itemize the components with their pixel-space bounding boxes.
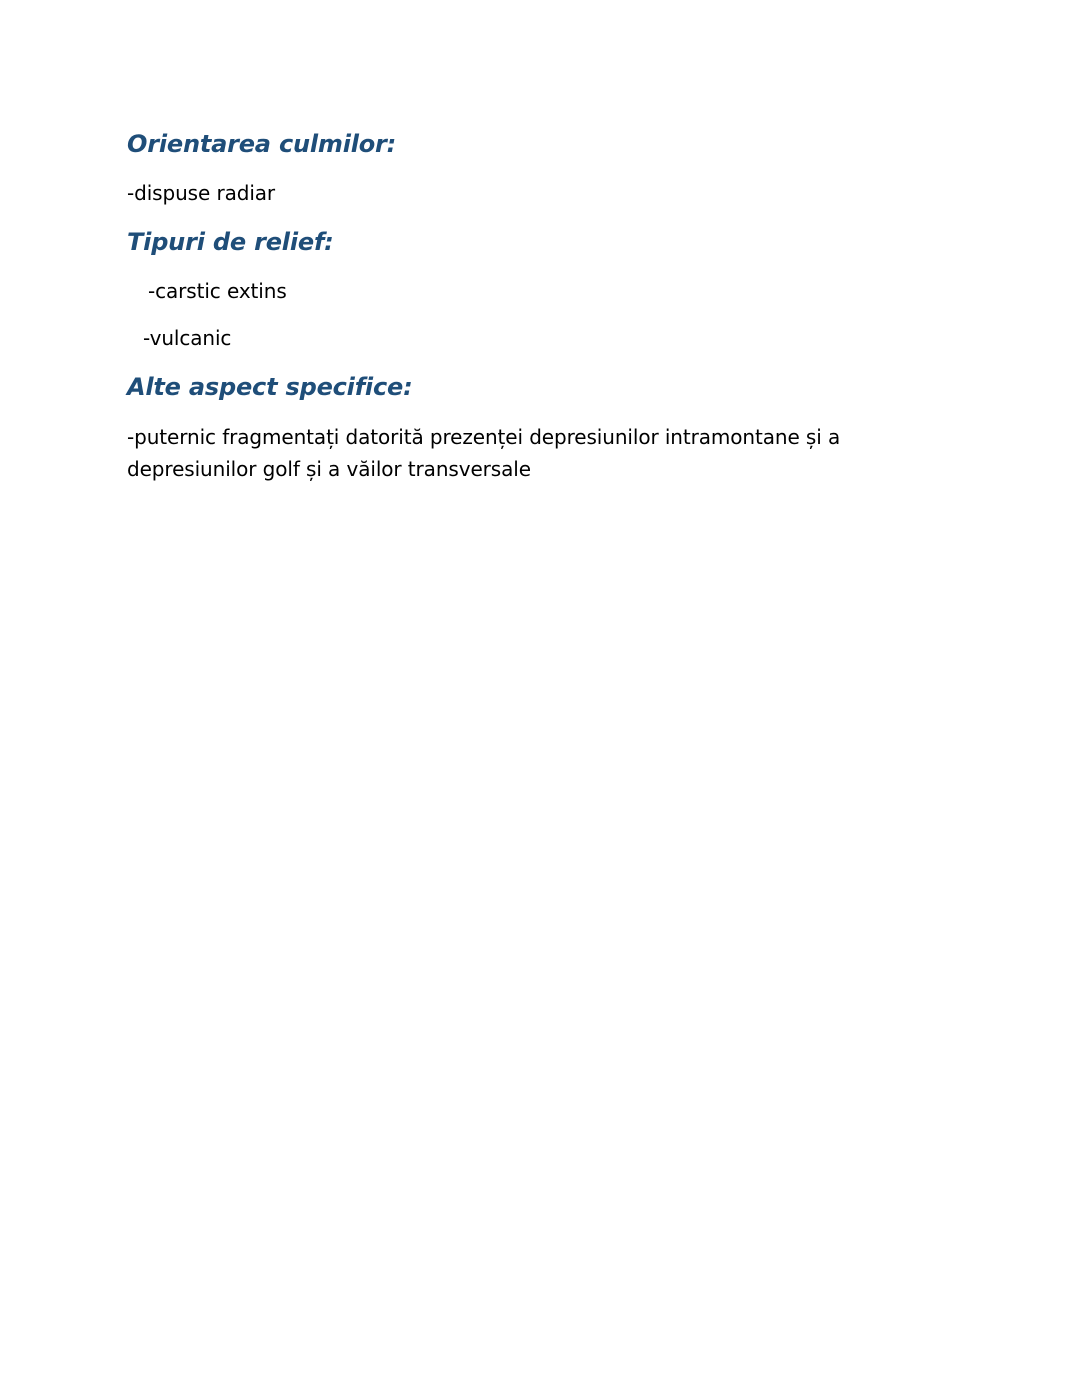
text-line-carstic-extins: -carstic extins xyxy=(148,279,287,303)
text-line-vulcanic: -vulcanic xyxy=(143,326,232,350)
heading-tipuri-de-relief: Tipuri de relief: xyxy=(127,228,334,256)
text-line-depresiunilor-golf: depresiunilor golf și a văilor transversale xyxy=(127,457,531,481)
text-line-dispuse-radiar: -dispuse radiar xyxy=(127,181,276,205)
heading-orientarea-culmilor: Orientarea culmilor: xyxy=(127,130,397,158)
heading-alte-aspect-specifice: Alte aspect specifice: xyxy=(127,373,413,401)
text-line-puternic-fragmentati: -puternic fragmentați datorită prezenței depresiunilor intramontane și a xyxy=(127,425,841,449)
